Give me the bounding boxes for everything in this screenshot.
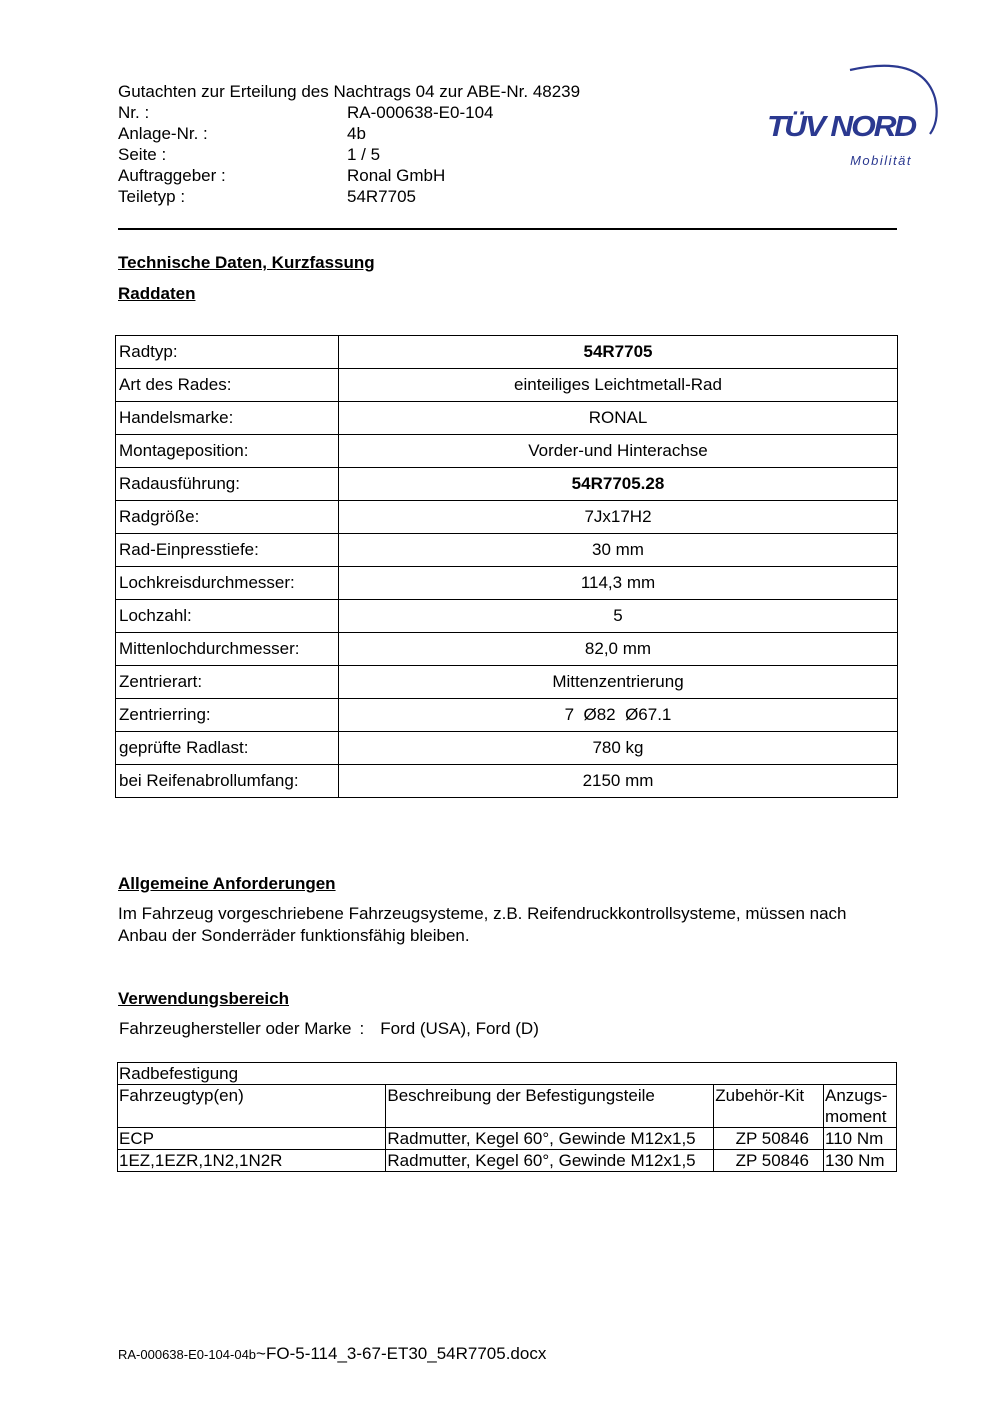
table-header-row xyxy=(118,1085,897,1128)
row-value: 30 mm xyxy=(339,534,898,567)
row-label: geprüfte Radlast: xyxy=(116,732,339,765)
header-value: Ronal GmbH xyxy=(347,166,446,185)
footer xyxy=(118,1344,546,1364)
table-row xyxy=(116,567,898,600)
header-anzugsmoment xyxy=(824,1085,897,1128)
cell-typ: 1EZ,1EZR,1N2,1N2R xyxy=(118,1150,386,1172)
header-beschreibung: Beschreibung der Befestigungsteile xyxy=(386,1085,714,1128)
row-value: 114,3 mm xyxy=(339,567,898,600)
footer-doc-id: RA-000638-E0-104-04b xyxy=(118,1347,257,1362)
row-value: 7 Ø82 Ø67.1 xyxy=(339,699,898,732)
cell-typ: ECP xyxy=(118,1128,386,1150)
section-verwendung-title: Verwendungsbereich xyxy=(118,989,289,1008)
row-value: 780 kg xyxy=(339,732,898,765)
header-value: 1 / 5 xyxy=(347,145,381,164)
table-row xyxy=(116,600,898,633)
befestigung-title: Radbefestigung xyxy=(118,1063,897,1085)
row-value: 54R7705.28 xyxy=(339,468,898,501)
row-label: Handelsmarke: xyxy=(116,402,339,435)
row-value: 2150 mm xyxy=(339,765,898,798)
header-value: 4b xyxy=(347,124,366,143)
table-row xyxy=(116,633,898,666)
cell-moment: 110 Nm xyxy=(824,1128,897,1150)
cell-kit: ZP 50846 xyxy=(714,1150,824,1172)
header-fahrzeugtyp: Fahrzeugtyp(en) xyxy=(118,1085,386,1128)
row-value: 54R7705 xyxy=(339,336,898,369)
row-value: einteiliges Leichtmetall-Rad xyxy=(339,369,898,402)
logo-tagline: Mobilität xyxy=(850,153,912,168)
section-technical-title: Technische Daten, Kurzfassung xyxy=(118,253,375,272)
table-row xyxy=(116,534,898,567)
row-label: Radgröße: xyxy=(116,501,339,534)
table-row xyxy=(116,336,898,369)
section-raddaten-title: Raddaten xyxy=(118,284,196,303)
header-anzugsmoment-text: Anzugs- moment xyxy=(825,1086,888,1126)
manufacturer-value: Ford (USA), Ford (D) xyxy=(380,1019,539,1038)
table-row xyxy=(116,666,898,699)
table-row xyxy=(116,435,898,468)
header-row-teiletyp xyxy=(118,186,493,207)
header-label: Nr. : xyxy=(118,103,150,122)
row-label: Lochzahl: xyxy=(116,600,339,633)
manufacturer-line xyxy=(119,1019,539,1039)
header-row-seite xyxy=(118,144,493,165)
header-zubehoer-kit: Zubehör-Kit xyxy=(714,1085,824,1128)
table-row xyxy=(116,402,898,435)
row-value: Vorder-und Hinterachse xyxy=(339,435,898,468)
header-label: Auftraggeber : xyxy=(118,166,226,185)
header-info xyxy=(118,102,493,207)
table-row xyxy=(118,1150,897,1172)
cell-desc: Radmutter, Kegel 60°, Gewinde M12x1,5 xyxy=(386,1150,714,1172)
header-label: Seite : xyxy=(118,145,167,164)
cell-moment: 130 Nm xyxy=(824,1150,897,1172)
header-value: 54R7705 xyxy=(347,187,417,206)
table-row xyxy=(116,699,898,732)
table-row xyxy=(118,1128,897,1150)
row-value: 5 xyxy=(339,600,898,633)
header-row-auftraggeber xyxy=(118,165,493,186)
row-label: Art des Rades: xyxy=(116,369,339,402)
table-row xyxy=(116,369,898,402)
cell-kit: ZP 50846 xyxy=(714,1128,824,1150)
row-label: Mittenlochdurchmesser: xyxy=(116,633,339,666)
header-row-nr xyxy=(118,102,493,123)
row-label: Zentrierart: xyxy=(116,666,339,699)
manufacturer-label: Fahrzeughersteller oder Marke xyxy=(119,1019,352,1038)
row-label: Lochkreisdurchmesser: xyxy=(116,567,339,600)
cell-desc: Radmutter, Kegel 60°, Gewinde M12x1,5 xyxy=(386,1128,714,1150)
logo-brand: TÜV NORD xyxy=(767,111,903,143)
row-value: 82,0 mm xyxy=(339,633,898,666)
row-label: Montageposition: xyxy=(116,435,339,468)
manufacturer-separator: : xyxy=(359,1019,365,1038)
row-label: bei Reifenabrollumfang: xyxy=(116,765,339,798)
row-label: Zentrierring: xyxy=(116,699,339,732)
table-row xyxy=(116,732,898,765)
table-row xyxy=(116,501,898,534)
table-row xyxy=(116,765,898,798)
allgemein-paragraph: Im Fahrzeug vorgeschriebene Fahrzeugsysteme, z.B. Reifendruckkontrollsysteme, müssen nach Anbau der Sonderräder funktionsfähig bleiben. xyxy=(118,904,847,945)
header-label: Teiletyp : xyxy=(118,187,186,206)
row-label: Radtyp: xyxy=(116,336,339,369)
table-title-row xyxy=(118,1063,897,1085)
footer-filename: ~FO-5-114_3-67-ET30_54R7705.docx xyxy=(256,1344,547,1363)
raddaten-table xyxy=(115,335,898,798)
row-label: Rad-Einpresstiefe: xyxy=(116,534,339,567)
row-value: RONAL xyxy=(339,402,898,435)
tuv-nord-logo xyxy=(762,58,942,173)
header-label: Anlage-Nr. : xyxy=(118,124,208,143)
row-value: Mittenzentrierung xyxy=(339,666,898,699)
report-title: Gutachten zur Erteilung des Nachtrags 04 zur ABE-Nr. 48239 xyxy=(118,82,581,101)
header-row-anlage xyxy=(118,123,493,144)
table-row xyxy=(116,468,898,501)
befestigung-table xyxy=(117,1062,897,1172)
header-value: RA-000638-E0-104 xyxy=(347,103,494,122)
section-allgemein-title: Allgemeine Anforderungen xyxy=(118,874,336,893)
header-divider xyxy=(118,228,897,230)
row-value: 7Jx17H2 xyxy=(339,501,898,534)
row-label: Radausführung: xyxy=(116,468,339,501)
